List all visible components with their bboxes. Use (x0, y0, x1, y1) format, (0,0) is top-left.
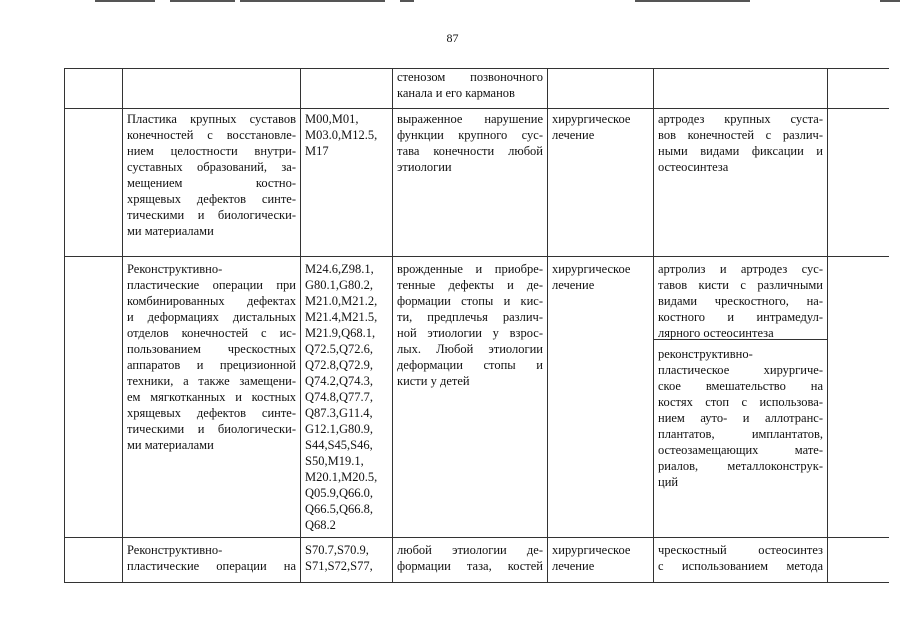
text-line: ными видами фиксации и (658, 144, 823, 158)
codes-cell (301, 69, 393, 109)
header-rule-4 (400, 0, 414, 2)
text-line: нием ауто- и аллотранс- (658, 411, 823, 425)
text-line: ми материалами (127, 438, 214, 452)
extra-cell (828, 257, 889, 538)
code-line: Q74.8,Q77.7, (305, 390, 374, 404)
text-line: комбинированных дефектах (127, 294, 296, 308)
code-line: M20.1,M20.5, (305, 470, 378, 484)
table-row (65, 109, 889, 257)
code-line: S44,S45,S46, (305, 438, 373, 452)
text-line: отделов конечностей с ис- (127, 326, 296, 340)
treatment-cell (548, 538, 654, 583)
text-line: лечение (552, 559, 595, 573)
method-option-1 (654, 257, 827, 339)
code-line: Q68.2 (305, 518, 336, 532)
medical-services-table (64, 68, 889, 583)
method-cell (654, 257, 828, 538)
text-line: Реконструктивно- (127, 543, 223, 557)
codes-cell (301, 538, 393, 583)
text-line: формации таза, костей (397, 559, 543, 573)
text-line: хрящевых дефектов синте- (127, 192, 296, 206)
code-line: M00,M01, (305, 112, 359, 126)
text-line: мещением костно- (127, 176, 296, 190)
text-line: канала и его карманов (397, 86, 515, 100)
text-line: любой этиологии де- (397, 543, 543, 557)
text-line: стенозом позвоночного (397, 70, 543, 84)
code-line: S71,S72,S77, (305, 559, 373, 573)
header-rule-3 (240, 0, 385, 2)
text-line: вов конечностей с различ- (658, 128, 823, 142)
text-line: остеосинтеза (658, 160, 729, 174)
text-line: деформации стопы и (397, 358, 543, 372)
code-line: M24.6,Z98.1, (305, 262, 374, 276)
condition-cell (393, 69, 548, 109)
text-line: видами чрескостного, на- (658, 294, 823, 308)
condition-cell (393, 257, 548, 538)
text-line: ское вмешательство на (658, 379, 823, 393)
code-line: Q05.9,Q66.0, (305, 486, 374, 500)
treatment-cell (548, 257, 654, 538)
header-rule-2 (170, 0, 235, 2)
text-line: риалов, металлоконструк- (658, 459, 823, 473)
extra-cell (828, 538, 889, 583)
text-line: костного и интрамедул- (658, 310, 823, 324)
text-line: лярного остеосинтеза (658, 326, 774, 340)
text-line: этиологии (397, 160, 452, 174)
code-line: Q66.5,Q66.8, (305, 502, 374, 516)
row-number-cell (65, 538, 123, 583)
text-line: конечностей с восстановле- (127, 128, 296, 142)
text-line: хрящевых дефектов синте- (127, 406, 296, 420)
text-line: функции крупного сус- (397, 128, 543, 142)
text-line: Пластика крупных суставов (127, 112, 296, 126)
text-line: костях стоп с использова- (658, 395, 823, 409)
condition-cell (393, 109, 548, 257)
text-line: тенные дефекты и де- (397, 278, 543, 292)
intervention-cell (123, 538, 301, 583)
condition-cell (393, 538, 548, 583)
text-line: лечение (552, 128, 595, 142)
code-line: S50,M19.1, (305, 454, 364, 468)
treatment-cell (548, 109, 654, 257)
code-line: M21.9,Q68.1, (305, 326, 376, 340)
text-line: ми материалами (127, 224, 214, 238)
text-line: кисти у детей (397, 374, 470, 388)
code-line: G80.1,G80.2, (305, 278, 374, 292)
text-line: формации стопы и кис- (397, 294, 543, 308)
code-line: M03.0,M12.5, (305, 128, 378, 142)
method-cell (654, 109, 828, 257)
text-line: реконструктивно- (658, 347, 753, 361)
header-rule-6 (880, 0, 900, 2)
header-rule-1 (95, 0, 155, 2)
table-row (65, 257, 889, 538)
text-line: ем мягкотканных и костных (127, 390, 296, 404)
row-number-cell (65, 109, 123, 257)
text-line: артролиз и артродез сус- (658, 262, 823, 276)
code-line: M21.0,M21.2, (305, 294, 378, 308)
text-line: тическими и биологически- (127, 422, 296, 436)
codes-cell (301, 257, 393, 538)
text-line: аппаратов и прецизионной (127, 358, 296, 372)
intervention-cell (123, 109, 301, 257)
code-line: Q87.3,G11.4, (305, 406, 373, 420)
extra-cell (828, 69, 889, 109)
text-line: ной этиологии у взрос- (397, 326, 543, 340)
extra-cell (828, 109, 889, 257)
codes-cell (301, 109, 393, 257)
code-line: M17 (305, 144, 329, 158)
method-cell (654, 69, 828, 109)
text-line: хирургическое (552, 262, 631, 276)
text-line: тическими и биологически- (127, 208, 296, 222)
code-line: Q72.8,Q72.9, (305, 358, 374, 372)
text-line: хирургическое (552, 112, 631, 126)
text-line: пластическое хирургиче- (658, 363, 823, 377)
text-line: врожденные и приобре- (397, 262, 543, 276)
code-line: S70.7,S70.9, (305, 543, 369, 557)
text-line: ти, предплечья различ- (397, 310, 543, 324)
text-line: с использованием метода (658, 559, 823, 573)
intervention-cell (123, 69, 301, 109)
table-row (65, 538, 889, 583)
header-rule-5 (635, 0, 750, 2)
intervention-cell (123, 257, 301, 538)
text-line: чрескостный остеосинтез (658, 543, 823, 557)
treatment-cell (548, 69, 654, 109)
method-cell (654, 538, 828, 583)
row-number-cell (65, 257, 123, 538)
code-line: G12.1,G80.9, (305, 422, 374, 436)
code-line: Q74.2,Q74.3, (305, 374, 374, 388)
text-line: плантатов, имплантатов, (658, 427, 823, 441)
text-line: пластические операции на (127, 559, 296, 573)
text-line: хирургическое (552, 543, 631, 557)
row-number-cell (65, 69, 123, 109)
text-line: техники, а также замещени- (127, 374, 296, 388)
text-line: артродез крупных суста- (658, 112, 823, 126)
text-line: и деформациях дистальных (127, 310, 296, 324)
text-line: остеозамещающих мате- (658, 443, 823, 457)
code-line: Q72.5,Q72.6, (305, 342, 374, 356)
text-line: Реконструктивно- (127, 262, 223, 276)
text-line: нием целостности внутри- (127, 144, 296, 158)
text-line: пользованием чрескостных (127, 342, 296, 356)
text-line: тава конечности любой (397, 144, 543, 158)
text-line: лечение (552, 278, 595, 292)
text-line: суставных образований, за- (127, 160, 296, 174)
page-number: 87 (446, 31, 459, 45)
method-option-2 (654, 339, 827, 490)
text-line: выраженное нарушение (397, 112, 543, 126)
text-line: ций (658, 475, 679, 489)
table-row (65, 69, 889, 109)
text-line: тавов кисти с различными (658, 278, 823, 292)
text-line: пластические операции при (127, 278, 296, 292)
code-line: M21.4,M21.5, (305, 310, 378, 324)
text-line: лых. Любой этиологии (397, 342, 543, 356)
